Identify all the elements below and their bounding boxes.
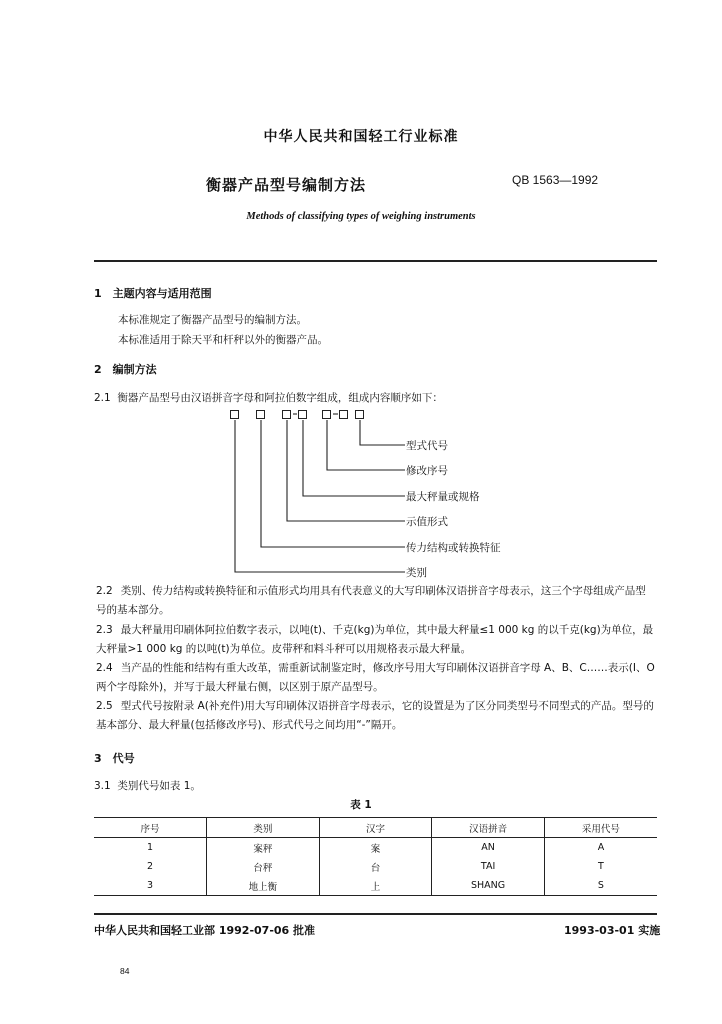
cell-pinyin: SHANG [432, 876, 545, 896]
cell-no: 3 [94, 876, 207, 896]
section-1-paragraph-2: 本标准适用于除天平和杆秤以外的衡器产品。 [118, 334, 328, 346]
cell-code: S [544, 876, 657, 896]
approval-date: 中华人民共和国轻工业部 1992-07-06 批准 [94, 924, 316, 937]
diagram-label-transmission: 传力结构或转换特征 [406, 542, 501, 554]
section-3-heading: 3 代号 [94, 752, 135, 765]
table-row [94, 876, 657, 896]
cell-hanzi: 案 [319, 838, 432, 858]
section-2-heading: 2 编制方法 [94, 363, 157, 376]
clause-text: 型式代号按附录 A(补充件)用大写印刷体汉语拼音字母表示，它的设置是为了区分同类型号不同型式的产品。型号的基本部分、最大秤量(包括修改序号)、形式代号之间均用“-”隔开。 [96, 700, 654, 731]
diagram-label-modification: 修改序号 [406, 465, 448, 477]
clause-number: 2.5 [96, 700, 113, 712]
category-code-table [94, 817, 657, 896]
cell-pinyin: TAI [432, 857, 545, 876]
clause-text: 最大秤量用印刷体阿拉伯数字表示，以吨(t)、千克(kg)为单位，其中最大秤量≤1 000 kg 的以千克(kg)为单位，最大秤量>1 000 kg 的以吨(t)为单位。皮带秤和料斗秤可以用规格表示最大秤量。 [96, 624, 654, 655]
section-1-paragraph-1: 本标准规定了衡器产品型号的编制方法。 [118, 314, 307, 326]
table-row [94, 857, 657, 876]
diagram-label-capacity: 最大秤量或规格 [406, 491, 480, 503]
document-title-english: Methods of classifying types of weighing instruments [246, 211, 476, 222]
column-header-pinyin: 汉语拼音 [432, 818, 545, 838]
footer-rule [94, 913, 657, 915]
cell-no: 1 [147, 842, 154, 853]
cell-category: 地上衡 [207, 876, 320, 896]
clause-2-3 [96, 621, 656, 659]
section-1-heading: 1 主题内容与适用范围 [94, 287, 212, 300]
cell-category: 台秤 [207, 857, 320, 876]
cell-code: A [544, 838, 657, 858]
table-row [94, 838, 657, 858]
clause-number: 3.1 [94, 780, 111, 792]
clause-text: 类别代号如表 1。 [117, 780, 201, 792]
clause-number: 2.3 [96, 624, 113, 636]
standard-code: QB 1563—1992 [512, 173, 599, 187]
cell-hanzi: 上 [319, 876, 432, 896]
clause-2-5 [96, 697, 656, 735]
column-header-no: 序号 [94, 818, 207, 838]
clause-3-1 [94, 778, 201, 793]
clause-2-2 [96, 582, 656, 620]
column-header-hanzi: 汉字 [319, 818, 432, 838]
clause-text: 衡器产品型号由汉语拼音字母和阿拉伯数字组成，组成内容顺序如下： [117, 392, 443, 404]
table-header-row [94, 818, 657, 838]
clause-number: 2.2 [96, 585, 113, 597]
column-header-code: 采用代号 [544, 818, 657, 838]
cell-category: 案秤 [207, 838, 320, 858]
document-title: 衡器产品型号编制方法 [206, 176, 367, 194]
cell-no: 2 [147, 861, 154, 872]
clause-text: 类别、传力结构或转换特征和示值形式均用具有代表意义的大写印刷体汉语拼音字母表示，这三个字母组成产品型号的基本部分。 [96, 585, 646, 616]
cell-code: T [544, 857, 657, 876]
diagram-label-indication: 示值形式 [406, 516, 448, 528]
clause-text: 当产品的性能和结构有重大改革，需重新试制鉴定时，修改序号用大写印刷体汉语拼音字母 A、B、C……表示(I、O 两个字母除外)，并写于最大秤量右侧，以区别于原产品型号。 [96, 662, 655, 693]
clause-number: 2.1 [94, 392, 111, 404]
diagram-label-form-code: 型式代号 [406, 440, 448, 452]
diagram-label-category: 类别 [406, 567, 427, 579]
table-caption: 表 1 [350, 799, 372, 811]
implementation-date: 1993-03-01 实施 [564, 924, 661, 937]
column-header-category: 类别 [207, 818, 320, 838]
cell-hanzi: 台 [319, 857, 432, 876]
page-number: 84 [120, 966, 130, 976]
clause-number: 2.4 [96, 662, 113, 674]
cell-pinyin: AN [432, 838, 545, 858]
clause-2-4 [96, 659, 656, 697]
standard-organization: 中华人民共和国轻工行业标准 [263, 129, 459, 145]
